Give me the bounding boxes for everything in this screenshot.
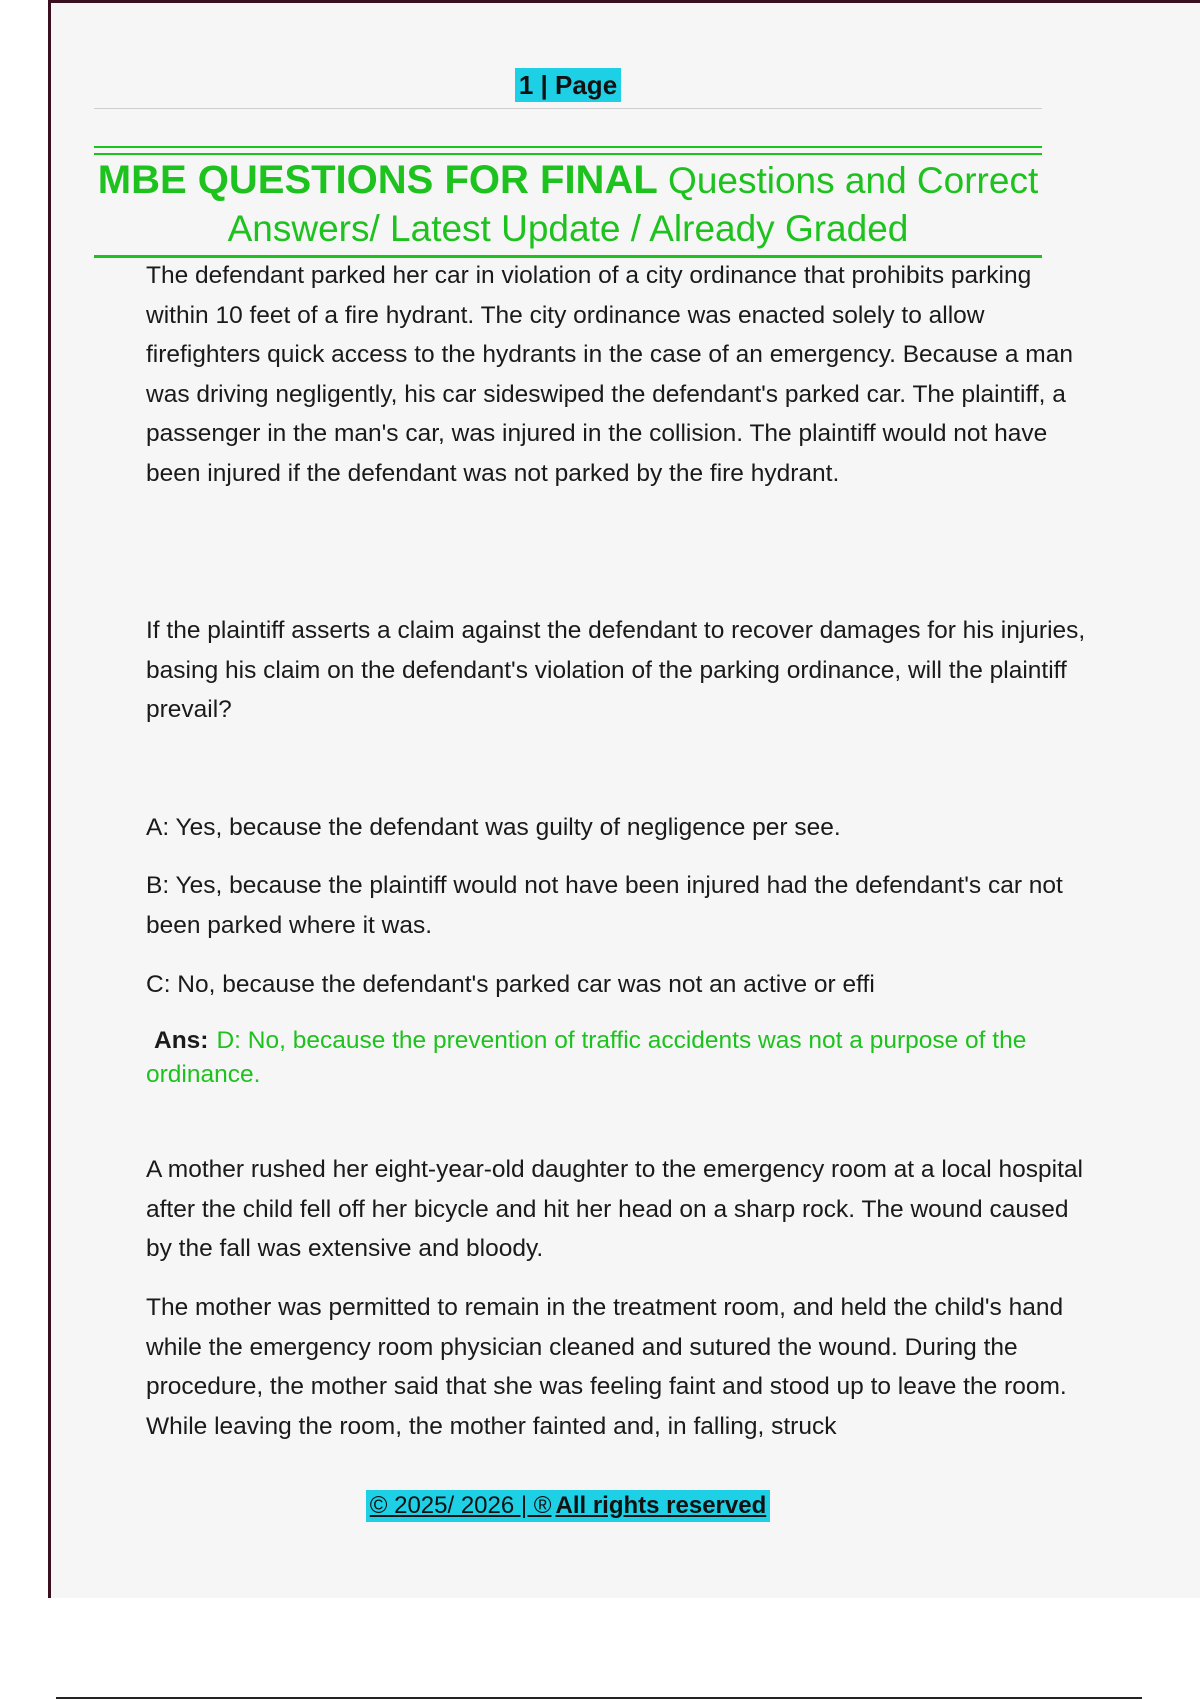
option-a: A: Yes, because the defendant was guilty of negligence per see. — [146, 814, 841, 841]
answer-label: Ans: — [154, 1027, 209, 1054]
question1-prompt: If the plaintiff asserts a claim against the defendant to recover damages for his injuries, basing his claim on the defendant's violation of the parking ordinance, will the plaintiff prevail? — [146, 617, 1086, 723]
copyright-years: © 2025/ 2026 | ® — [368, 1490, 554, 1522]
answer-block — [146, 1024, 1046, 1092]
title-rest: Questions and Correct Answers/ Latest Update / Already Graded — [227, 160, 1039, 249]
header-divider — [94, 108, 1042, 109]
option-b: B: Yes, because the plaintiff would not have been injured had the defendant's car not been parked where it was. — [146, 872, 1063, 939]
bottom-divider — [56, 1697, 1142, 1699]
option-c: C: No, because the defendant's parked car was not an active or effi — [146, 971, 875, 998]
question1-facts: The defendant parked her car in violation of a city ordinance that prohibits parking within 10 feet of a fire hydrant. The city ordinance was enacted solely to allow firefighters quick access to the hydrants in the case of an emergency. Because a man was driving negligently, his car sideswiped the defendant's parked car. The plaintiff, a passenger in the man's car, was injured in the collision. The plaintiff would not have been injured if the defendant was not parked by the fire hydrant. — [146, 262, 1073, 487]
copyright-notice — [366, 1490, 770, 1522]
answer-text: D: No, because the prevention of traffic accidents was not a purpose of the ordinance. — [146, 1027, 1027, 1088]
question2-paragraph2: The mother was permitted to remain in the treatment room, and held the child's hand while the emergency room physician cleaned and sutured the wound. During the procedure, the mother said that she was feeling faint and stood up to leave the room. While leaving the room, the mother fainted and, in falling, struck — [146, 1294, 1067, 1440]
page-header — [94, 68, 1042, 102]
title-top-rule — [94, 146, 1042, 155]
page-footer — [94, 1490, 1042, 1522]
document-title — [94, 156, 1042, 253]
question2-paragraph1: A mother rushed her eight-year-old daughter to the emergency room at a local hospital after the child fell off her bicycle and hit her head on a sharp rock. The wound caused by the fall was extensive and bloody. — [146, 1156, 1083, 1262]
title-strong: MBE QUESTIONS FOR FINAL — [97, 158, 658, 202]
rights-reserved: All rights reserved — [553, 1490, 768, 1522]
page-number: 1 | Page — [515, 68, 621, 102]
